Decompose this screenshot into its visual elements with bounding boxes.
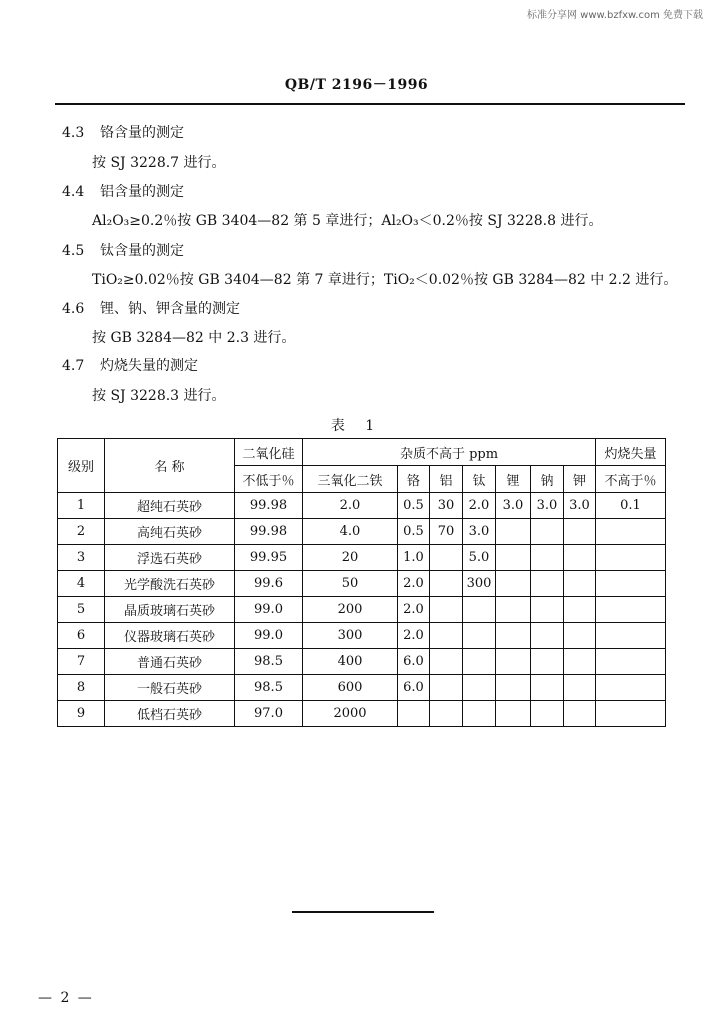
cell-sio2: 98.5 xyxy=(235,649,303,675)
cell-fe2o3: 2000 xyxy=(303,701,398,727)
cell-name: 高纯石英砂 xyxy=(105,519,235,545)
cell-li xyxy=(496,545,531,571)
cell-na xyxy=(531,519,564,545)
cell-fe2o3: 2.0 xyxy=(303,493,398,519)
cell-grade: 6 xyxy=(58,623,105,649)
cell-sio2: 99.98 xyxy=(235,493,303,519)
cell-sio2: 98.5 xyxy=(235,675,303,701)
section-4-7-body: 按 SJ 3228.3 进行。 xyxy=(92,388,226,404)
watermark: 标准分享网 www.bzfxw.com 免费下载 xyxy=(527,10,703,21)
cell-al xyxy=(430,545,463,571)
col-header-silica: 二氧化硅 xyxy=(235,439,303,466)
col-header-k: 钾 xyxy=(564,466,596,493)
col-header-name: 名 称 xyxy=(105,439,235,493)
cell-grade: 7 xyxy=(58,649,105,675)
cell-loi xyxy=(596,571,666,597)
cell-li: 3.0 xyxy=(496,493,531,519)
table-body xyxy=(58,493,666,727)
cell-fe2o3: 400 xyxy=(303,649,398,675)
cell-na xyxy=(531,545,564,571)
cell-ti: 3.0 xyxy=(463,519,496,545)
cell-ti xyxy=(463,675,496,701)
section-heading: 钛含量的测定 xyxy=(100,243,184,259)
cell-k xyxy=(564,571,596,597)
section-4-4-title xyxy=(62,181,184,201)
cell-sio2: 99.98 xyxy=(235,519,303,545)
cell-name: 光学酸洗石英砂 xyxy=(105,571,235,597)
cell-li xyxy=(496,597,531,623)
cell-cr: 2.0 xyxy=(398,623,430,649)
cell-loi xyxy=(596,701,666,727)
col-header-loi-max: 不高于％ xyxy=(596,466,666,493)
cell-grade: 2 xyxy=(58,519,105,545)
cell-li xyxy=(496,675,531,701)
cell-na xyxy=(531,649,564,675)
cell-name: 普通石英砂 xyxy=(105,649,235,675)
section-heading: 灼烧失量的测定 xyxy=(100,358,198,374)
col-header-impurities: 杂质不高于 ppm xyxy=(303,439,596,466)
cell-cr: 2.0 xyxy=(398,571,430,597)
cell-loi xyxy=(596,519,666,545)
cell-ti: 5.0 xyxy=(463,545,496,571)
section-4-6-title xyxy=(62,298,240,318)
table-row xyxy=(58,545,666,571)
cell-li xyxy=(496,571,531,597)
table-row xyxy=(58,493,666,519)
cell-k xyxy=(564,675,596,701)
cell-cr: 6.0 xyxy=(398,649,430,675)
cell-grade: 4 xyxy=(58,571,105,597)
cell-na xyxy=(531,675,564,701)
col-header-ti: 钛 xyxy=(463,466,496,493)
cell-na xyxy=(531,597,564,623)
cell-fe2o3: 20 xyxy=(303,545,398,571)
cell-k: 3.0 xyxy=(564,493,596,519)
cell-k xyxy=(564,519,596,545)
cell-cr: 1.0 xyxy=(398,545,430,571)
cell-name: 晶质玻璃石英砂 xyxy=(105,597,235,623)
cell-name: 超纯石英砂 xyxy=(105,493,235,519)
standard-header: QB/T 2196－1996 xyxy=(284,77,429,93)
table-row xyxy=(58,701,666,727)
cell-ti xyxy=(463,701,496,727)
section-4-5-title xyxy=(62,240,184,260)
cell-k xyxy=(564,597,596,623)
cell-na xyxy=(531,571,564,597)
header-rule xyxy=(55,103,685,105)
cell-li xyxy=(496,623,531,649)
cell-k xyxy=(564,623,596,649)
cell-ti xyxy=(463,649,496,675)
cell-sio2: 99.6 xyxy=(235,571,303,597)
table-row xyxy=(58,675,666,701)
cell-k xyxy=(564,545,596,571)
cell-loi xyxy=(596,623,666,649)
cell-ti: 2.0 xyxy=(463,493,496,519)
section-number: 4.7 xyxy=(62,358,85,374)
cell-fe2o3: 200 xyxy=(303,597,398,623)
section-4-3-title xyxy=(62,122,184,142)
cell-grade: 5 xyxy=(58,597,105,623)
cell-loi: 0.1 xyxy=(596,493,666,519)
cell-na xyxy=(531,701,564,727)
footnote-rule xyxy=(292,911,434,913)
cell-na xyxy=(531,623,564,649)
table-row xyxy=(58,623,666,649)
cell-loi xyxy=(596,675,666,701)
table-caption: 表 1 xyxy=(330,418,383,434)
cell-cr: 0.5 xyxy=(398,519,430,545)
cell-ti xyxy=(463,597,496,623)
cell-li xyxy=(496,519,531,545)
cell-li xyxy=(496,649,531,675)
cell-fe2o3: 50 xyxy=(303,571,398,597)
section-number: 4.5 xyxy=(62,243,85,259)
cell-al: 30 xyxy=(430,493,463,519)
cell-name: 仪器玻璃石英砂 xyxy=(105,623,235,649)
col-header-na: 钠 xyxy=(531,466,564,493)
cell-cr: 0.5 xyxy=(398,493,430,519)
col-header-li: 锂 xyxy=(496,466,531,493)
cell-name: 浮选石英砂 xyxy=(105,545,235,571)
specification-table xyxy=(57,438,666,727)
cell-fe2o3: 600 xyxy=(303,675,398,701)
cell-li xyxy=(496,701,531,727)
cell-loi xyxy=(596,545,666,571)
cell-ti xyxy=(463,623,496,649)
cell-sio2: 97.0 xyxy=(235,701,303,727)
page-number: — 2 — xyxy=(38,990,94,1006)
col-header-cr: 铬 xyxy=(398,466,430,493)
cell-fe2o3: 4.0 xyxy=(303,519,398,545)
cell-k xyxy=(564,649,596,675)
cell-name: 一般石英砂 xyxy=(105,675,235,701)
table-row xyxy=(58,649,666,675)
cell-sio2: 99.0 xyxy=(235,623,303,649)
cell-grade: 1 xyxy=(58,493,105,519)
cell-al xyxy=(430,597,463,623)
cell-cr xyxy=(398,701,430,727)
cell-al xyxy=(430,571,463,597)
cell-cr: 6.0 xyxy=(398,675,430,701)
section-4-5-body: TiO₂≥0.02％按 GB 3404—82 第 7 章进行；TiO₂＜0.02％按 GB 3284—82 中 2.2 进行。 xyxy=(92,272,678,288)
cell-cr: 2.0 xyxy=(398,597,430,623)
section-heading: 铝含量的测定 xyxy=(100,184,184,200)
cell-k xyxy=(564,701,596,727)
section-4-7-title xyxy=(62,355,198,375)
col-header-silica-min: 不低于％ xyxy=(235,466,303,493)
section-4-4-body: Al₂O₃≥0.2％按 GB 3404—82 第 5 章进行；Al₂O₃＜0.2％按 SJ 3228.8 进行。 xyxy=(92,213,603,229)
cell-loi xyxy=(596,597,666,623)
table-row xyxy=(58,571,666,597)
cell-al xyxy=(430,675,463,701)
cell-na: 3.0 xyxy=(531,493,564,519)
section-number: 4.6 xyxy=(62,301,85,317)
cell-sio2: 99.0 xyxy=(235,597,303,623)
cell-al xyxy=(430,623,463,649)
cell-al xyxy=(430,649,463,675)
section-number: 4.4 xyxy=(62,184,85,200)
table-row xyxy=(58,597,666,623)
section-heading: 铬含量的测定 xyxy=(100,125,184,141)
cell-loi xyxy=(596,649,666,675)
section-4-6-body: 按 GB 3284—82 中 2.3 进行。 xyxy=(92,330,296,346)
col-header-grade: 级别 xyxy=(58,439,105,493)
col-header-al: 铝 xyxy=(430,466,463,493)
cell-grade: 8 xyxy=(58,675,105,701)
cell-fe2o3: 300 xyxy=(303,623,398,649)
cell-al xyxy=(430,701,463,727)
cell-grade: 9 xyxy=(58,701,105,727)
cell-name: 低档石英砂 xyxy=(105,701,235,727)
section-number: 4.3 xyxy=(62,125,85,141)
col-header-fe2o3: 三氧化二铁 xyxy=(303,466,398,493)
section-4-3-body: 按 SJ 3228.7 进行。 xyxy=(92,155,226,171)
cell-grade: 3 xyxy=(58,545,105,571)
cell-ti: 300 xyxy=(463,571,496,597)
cell-al: 70 xyxy=(430,519,463,545)
section-heading: 锂、钠、钾含量的测定 xyxy=(100,301,240,317)
table-row xyxy=(58,519,666,545)
cell-sio2: 99.95 xyxy=(235,545,303,571)
col-header-loi: 灼烧失量 xyxy=(596,439,666,466)
